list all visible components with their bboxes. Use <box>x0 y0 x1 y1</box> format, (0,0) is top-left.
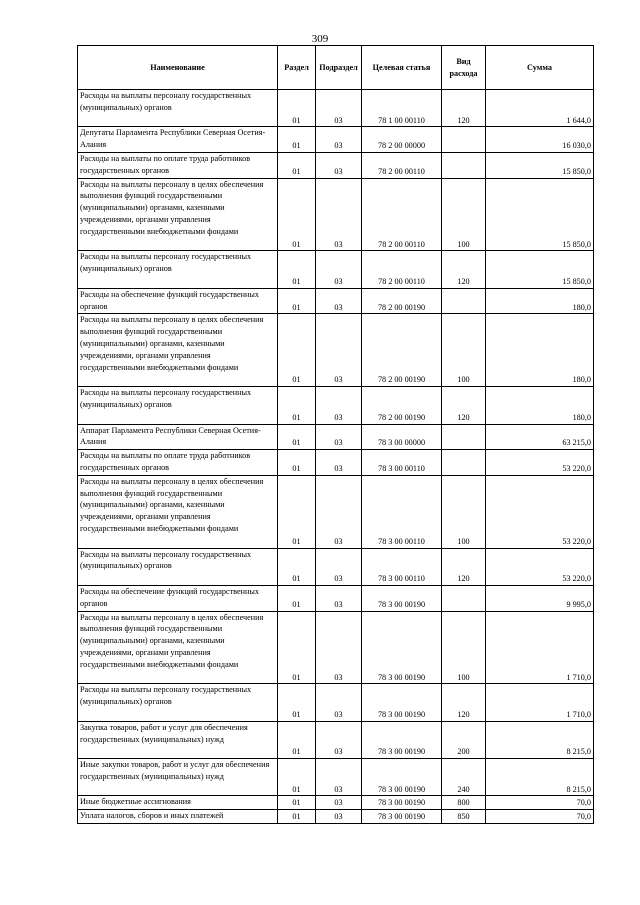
row-sum: 8 215,0 <box>486 759 594 796</box>
table-row <box>78 611 594 684</box>
row-section: 01 <box>278 810 316 824</box>
table-row <box>78 251 594 288</box>
row-name: Расходы на выплаты персоналу государственных (муниципальных) органов <box>78 548 278 585</box>
row-name: Депутаты Парламента Республики Северная Осетия-Алания <box>78 127 278 153</box>
row-section: 01 <box>278 585 316 611</box>
row-name: Расходы на выплаты по оплате труда работников государственных органов <box>78 450 278 476</box>
table-row <box>78 450 594 476</box>
row-expense: 120 <box>442 548 486 585</box>
page-number: 309 <box>311 33 329 45</box>
table-row <box>78 684 594 721</box>
table-row <box>78 387 594 424</box>
row-expense: 200 <box>442 721 486 758</box>
row-target: 78 3 00 00190 <box>362 759 442 796</box>
row-subsection: 03 <box>316 611 362 684</box>
row-section: 01 <box>278 721 316 758</box>
row-section: 01 <box>278 548 316 585</box>
table-row <box>78 90 594 127</box>
row-target: 78 3 00 00190 <box>362 810 442 824</box>
row-section: 01 <box>278 475 316 548</box>
row-name: Расходы на выплаты персоналу в целях обеспечения выполнения функций государственными (муниципальными) органами, казенными учреждениями, органами управления государственными внебюджетными фондами <box>78 611 278 684</box>
row-target: 78 2 00 00000 <box>362 127 442 153</box>
row-expense: 120 <box>442 387 486 424</box>
row-subsection: 03 <box>316 548 362 585</box>
row-subsection: 03 <box>316 684 362 721</box>
row-name: Иные бюджетные ассигнования <box>78 796 278 810</box>
table-row <box>78 585 594 611</box>
row-target: 78 2 00 00190 <box>362 387 442 424</box>
row-section: 01 <box>278 611 316 684</box>
row-expense: 120 <box>442 251 486 288</box>
row-name: Расходы на выплаты персоналу государственных (муниципальных) органов <box>78 387 278 424</box>
row-name: Закупка товаров, работ и услуг для обеспечения государственных (муниципальных) нужд <box>78 721 278 758</box>
row-subsection: 03 <box>316 152 362 178</box>
row-subsection: 03 <box>316 759 362 796</box>
row-subsection: 03 <box>316 178 362 251</box>
row-subsection: 03 <box>316 387 362 424</box>
table-row <box>78 314 594 387</box>
row-target: 78 1 00 00110 <box>362 90 442 127</box>
table-row <box>78 127 594 153</box>
row-subsection: 03 <box>316 314 362 387</box>
row-subsection: 03 <box>316 721 362 758</box>
row-subsection: 03 <box>316 251 362 288</box>
header-section: Раздел <box>278 46 316 90</box>
table-row <box>78 178 594 251</box>
row-name: Расходы на обеспечение функций государственных органов <box>78 585 278 611</box>
row-subsection: 03 <box>316 288 362 314</box>
row-expense: 100 <box>442 611 486 684</box>
row-expense: 100 <box>442 178 486 251</box>
row-target: 78 3 00 00000 <box>362 424 442 450</box>
row-target: 78 3 00 00110 <box>362 450 442 476</box>
header-name: Наименование <box>78 46 278 90</box>
row-sum: 63 215,0 <box>486 424 594 450</box>
row-expense <box>442 585 486 611</box>
row-section: 01 <box>278 424 316 450</box>
row-expense: 850 <box>442 810 486 824</box>
table-row <box>78 424 594 450</box>
row-expense <box>442 450 486 476</box>
row-section: 01 <box>278 759 316 796</box>
row-subsection: 03 <box>316 810 362 824</box>
row-subsection: 03 <box>316 127 362 153</box>
table-row <box>78 152 594 178</box>
header-target: Целевая статья <box>362 46 442 90</box>
row-sum: 8 215,0 <box>486 721 594 758</box>
row-sum: 1 710,0 <box>486 684 594 721</box>
row-name: Расходы на обеспечение функций государственных органов <box>78 288 278 314</box>
row-target: 78 2 00 00190 <box>362 314 442 387</box>
row-section: 01 <box>278 152 316 178</box>
row-subsection: 03 <box>316 585 362 611</box>
row-target: 78 3 00 00190 <box>362 721 442 758</box>
row-name: Расходы на выплаты персоналу государственных (муниципальных) органов <box>78 251 278 288</box>
row-sum: 1 710,0 <box>486 611 594 684</box>
budget-table <box>77 45 594 824</box>
row-subsection: 03 <box>316 424 362 450</box>
row-target: 78 3 00 00190 <box>362 585 442 611</box>
row-name: Расходы на выплаты по оплате труда работников государственных органов <box>78 152 278 178</box>
header-sum: Сумма <box>486 46 594 90</box>
row-section: 01 <box>278 127 316 153</box>
row-section: 01 <box>278 796 316 810</box>
row-name: Аппарат Парламента Республики Северная Осетия-Алания <box>78 424 278 450</box>
row-expense <box>442 127 486 153</box>
header-subsection: Подраздел <box>316 46 362 90</box>
table-row <box>78 721 594 758</box>
row-section: 01 <box>278 178 316 251</box>
row-sum: 9 995,0 <box>486 585 594 611</box>
row-name: Расходы на выплаты персоналу в целях обеспечения выполнения функций государственными (муниципальными) органами, казенными учреждениями, органами управления государственными внебюджетными фондами <box>78 475 278 548</box>
row-expense: 240 <box>442 759 486 796</box>
row-sum: 180,0 <box>486 387 594 424</box>
row-sum: 16 030,0 <box>486 127 594 153</box>
row-name: Расходы на выплаты персоналу государственных (муниципальных) органов <box>78 90 278 127</box>
row-target: 78 2 00 00110 <box>362 251 442 288</box>
row-sum: 53 220,0 <box>486 450 594 476</box>
row-target: 78 2 00 00190 <box>362 288 442 314</box>
row-expense <box>442 288 486 314</box>
row-expense <box>442 152 486 178</box>
row-section: 01 <box>278 288 316 314</box>
row-section: 01 <box>278 251 316 288</box>
row-expense: 120 <box>442 90 486 127</box>
row-name: Расходы на выплаты персоналу в целях обеспечения выполнения функций государственными (муниципальными) органами, казенными учреждениями, органами управления государственными внебюджетными фондами <box>78 314 278 387</box>
row-section: 01 <box>278 387 316 424</box>
row-target: 78 3 00 00190 <box>362 611 442 684</box>
row-sum: 15 850,0 <box>486 152 594 178</box>
row-name: Расходы на выплаты персоналу в целях обеспечения выполнения функций государственными (муниципальными) органами, казенными учреждениями, органами управления государственными внебюджетными фондами <box>78 178 278 251</box>
row-section: 01 <box>278 684 316 721</box>
row-expense: 100 <box>442 475 486 548</box>
row-sum: 15 850,0 <box>486 178 594 251</box>
row-sum: 180,0 <box>486 314 594 387</box>
row-sum: 53 220,0 <box>486 548 594 585</box>
table-row <box>78 759 594 796</box>
row-sum: 70,0 <box>486 810 594 824</box>
row-target: 78 3 00 00110 <box>362 548 442 585</box>
row-target: 78 3 00 00190 <box>362 796 442 810</box>
row-sum: 180,0 <box>486 288 594 314</box>
header-expense: Вид расхода <box>442 46 486 90</box>
table-row <box>78 548 594 585</box>
row-target: 78 3 00 00110 <box>362 475 442 548</box>
row-name: Уплата налогов, сборов и иных платежей <box>78 810 278 824</box>
row-section: 01 <box>278 314 316 387</box>
row-subsection: 03 <box>316 450 362 476</box>
row-expense: 800 <box>442 796 486 810</box>
table-row <box>78 288 594 314</box>
row-subsection: 03 <box>316 475 362 548</box>
table-row <box>78 796 594 810</box>
table-body <box>78 90 594 824</box>
row-target: 78 3 00 00190 <box>362 684 442 721</box>
row-subsection: 03 <box>316 796 362 810</box>
table-row <box>78 475 594 548</box>
row-target: 78 2 00 00110 <box>362 152 442 178</box>
row-sum: 53 220,0 <box>486 475 594 548</box>
row-expense <box>442 424 486 450</box>
table-row <box>78 810 594 824</box>
row-name: Иные закупки товаров, работ и услуг для обеспечения государственных (муниципальных) нужд <box>78 759 278 796</box>
row-section: 01 <box>278 450 316 476</box>
row-expense: 120 <box>442 684 486 721</box>
header-row <box>78 46 594 90</box>
row-name: Расходы на выплаты персоналу государственных (муниципальных) органов <box>78 684 278 721</box>
row-sum: 70,0 <box>486 796 594 810</box>
row-subsection: 03 <box>316 90 362 127</box>
row-sum: 1 644,0 <box>486 90 594 127</box>
row-section: 01 <box>278 90 316 127</box>
row-target: 78 2 00 00110 <box>362 178 442 251</box>
row-expense: 100 <box>442 314 486 387</box>
row-sum: 15 850,0 <box>486 251 594 288</box>
table-header <box>78 46 594 90</box>
